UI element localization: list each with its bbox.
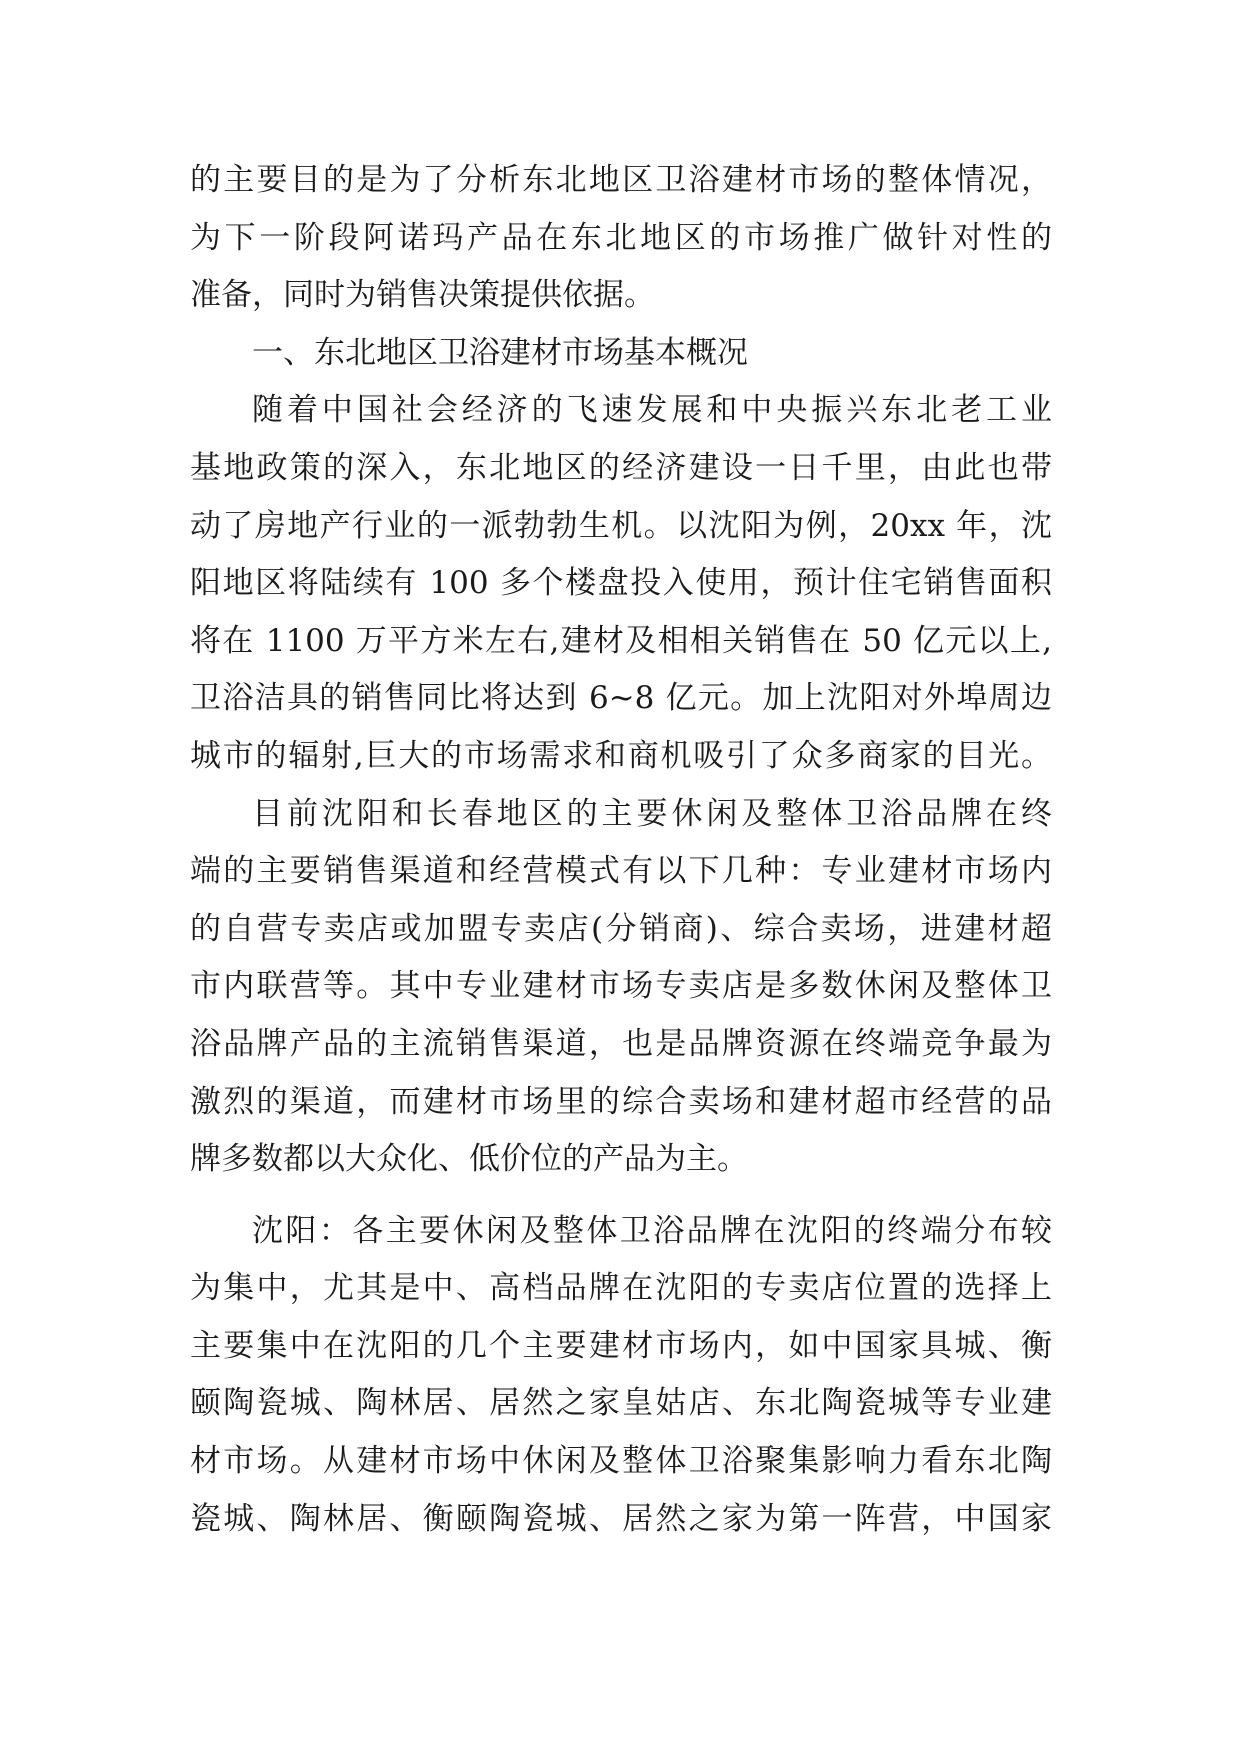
text-line: 将在 1100 万平方米左右,建材及相相关销售在 50 亿元以上, (190, 622, 1052, 659)
text-line: 基地政策的深入，东北地区的经济建设一日千里，由此也带 (190, 449, 1052, 486)
paragraph-gap (190, 1189, 1052, 1203)
text-line: 浴品牌产品的主流销售渠道，也是品牌资源在终端竞争最为 (190, 1025, 1052, 1062)
text-line: 瓷城、陶林居、衡颐陶瓷城、居然之家为第一阵营，中国家 (190, 1500, 1052, 1537)
text-line: 为集中，尤其是中、高档品牌在沈阳的专卖店位置的选择上 (190, 1270, 1052, 1307)
text-line: 的自营专卖店或加盟专卖店(分销商)、综合卖场，进建材超 (190, 910, 1052, 947)
text-line: 卫浴洁具的销售同比将达到 6~8 亿元。加上沈阳对外埠周边 (190, 680, 1052, 717)
text-line: 材市场。从建材市场中休闲及整体卫浴聚集影响力看东北陶 (190, 1443, 1052, 1480)
document-body (190, 152, 1052, 1548)
paragraph-purpose (190, 152, 1052, 325)
text-line: 主要集中在沈阳的几个主要建材市场内，如中国家具城、衡 (190, 1327, 1052, 1364)
paragraph-market-overview (190, 382, 1052, 785)
text-line: 城市的辐射,巨大的市场需求和商机吸引了众多商家的目光。 (190, 737, 1052, 774)
text-line: 端的主要销售渠道和经营模式有以下几种：专业建材市场内 (190, 853, 1052, 890)
text-line: 阳地区将陆续有 100 多个楼盘投入使用，预计住宅销售面积 (190, 565, 1052, 602)
paragraph-sales-channels (190, 786, 1052, 1189)
text-line: 为下一阶段阿诺玛产品在东北地区的市场推广做针对性的 (190, 219, 1052, 256)
text-line: 颐陶瓷城、陶林居、居然之家皇姑店、东北陶瓷城等专业建 (190, 1385, 1052, 1422)
text-line: 沈阳：各主要休闲及整体卫浴品牌在沈阳的终端分布较 (252, 1212, 1052, 1249)
text-line: 的主要目的是为了分析东北地区卫浴建材市场的整体情况， (190, 162, 1052, 198)
text-line: 激烈的渠道，而建材市场里的综合卖场和建材超市经营的品 (190, 1083, 1052, 1120)
text-line: 动了房地产行业的一派勃勃生机。以沈阳为例，20xx 年，沈 (190, 507, 1052, 544)
text-line: 牌多数都以大众化、低价位的产品为主。 (190, 1141, 748, 1178)
section-heading-text: 一、东北地区卫浴建材市场基本概况 (252, 334, 748, 371)
text-line: 市内联营等。其中专业建材市场专卖店是多数休闲及整体卫 (190, 968, 1052, 1005)
text-line: 随着中国社会经济的飞速发展和中央振兴东北老工业 (252, 392, 1052, 429)
paragraph-shenyang (190, 1203, 1052, 1549)
text-line: 目前沈阳和长春地区的主要休闲及整体卫浴品牌在终 (252, 795, 1052, 832)
section-heading (190, 325, 1052, 383)
text-line: 准备，同时为销售决策提供依据。 (190, 277, 655, 314)
